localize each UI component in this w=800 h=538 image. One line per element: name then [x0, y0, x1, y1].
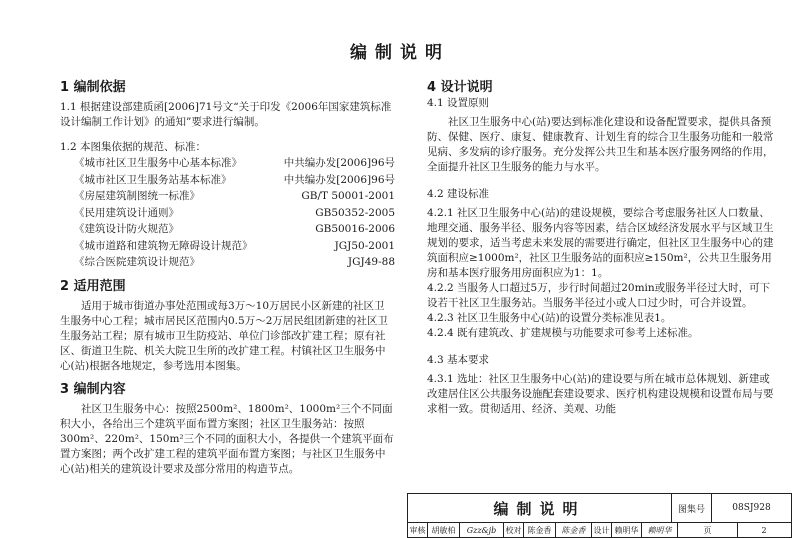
page-number: 2 — [761, 525, 767, 535]
standards-list — [60, 155, 395, 271]
section-2-text: 适用于城市街道办事处范围或每3万～10万居民小区新建的社区卫生服务中心工程；城市居民区范围内0.5万～2万居民组团新建的社区卫生服务站工程；原有城市卫生防疫站、单位门诊部改扩建工程；原有社区、街道卫生院、机关大院卫生所的改扩建工程。村镇社区卫生服务中心(站)根据各地规定，参考选用本图集。 — [60, 299, 388, 372]
section-4-2-3-text: 4.2.3 社区卫生服务中心(站)的设置分类标准见表1。 — [427, 312, 672, 324]
check-name: 陈金香 — [524, 523, 556, 537]
standard-item: 《城市社区卫生服务站基本标准》 中共编办发[2006]96号 — [74, 173, 395, 186]
check-label: 校对 — [504, 523, 524, 537]
section-4-1-text: 社区卫生服务中心(站)要达到标准化建设和设备配置要求，提供具备预防、保健、医疗、康复、健康教育、计划生育的综合卫生服务功能和一般常见病、多发病的诊疗服务。充分发挥公共卫生和基本医疗服务网络的作用，全面提升社区卫生服务的能力与水平。 — [427, 116, 774, 173]
section-3-text: 社区卫生服务中心：按照2500m²、1800m²、1000m²三个不同面积大小，各给出三个建筑平面布置方案图；社区卫生服务站：按照300m²、220m²、150m²三个不同的面积大小，各提供一个建筑平面布置方案图；两个改扩建工程的建筑平面布置方案图；与社区卫生服务中心(站)相关的建筑设计要求及部分常用的构造节点。 — [60, 402, 394, 475]
standard-item: 《综合医院建筑设计规范》 JGJ49-88 — [74, 256, 395, 268]
section-1-2-text: 1.2 本图集依据的规范、标准： — [60, 141, 207, 153]
review-label: 审核 — [408, 523, 428, 537]
section-4-heading: 4 设计说明 — [427, 80, 493, 95]
atlas-label: 图集号 — [671, 494, 711, 522]
left-column — [60, 80, 395, 477]
section-2-heading: 2 适用范围 — [60, 278, 126, 294]
section-4-2-2-text: 4.2.2 当服务人口超过5万，步行时间超过20min或服务半径过大时，可下设若干社区卫生服务站。当服务半径过小或人口过少时，可合并设置。 — [427, 282, 771, 309]
design-name: 赖明华 — [612, 523, 642, 537]
page-title: 编制说明 — [350, 43, 450, 63]
check-signature: 陈金香 — [556, 523, 592, 537]
page-label: 页 — [678, 523, 738, 537]
section-3-heading: 3 编制内容 — [60, 381, 126, 397]
design-signature: 赖明华 — [642, 523, 678, 537]
section-1-heading: 1 编制依据 — [60, 80, 126, 95]
design-label: 设计 — [592, 523, 612, 537]
title-block-name: 编制说明 — [408, 494, 672, 522]
section-4-3-1-text: 4.3.1 选址：社区卫生服务中心(站)的建设要与所在城市总体规划、新建或改建居住区公共服务设施配套建设要求、医疗机构建设规模和设置布局与要求相一致。贯彻适用、经济、美观、功能 — [427, 373, 774, 415]
atlas-number: 08SJ928 — [711, 494, 791, 522]
standard-item: 《建筑设计防火规范》 GB50016-2006 — [74, 223, 395, 235]
section-4-1-heading: 4.1 设置原则 — [427, 97, 490, 109]
section-4-3-heading: 4.3 基本要求 — [427, 354, 490, 366]
standard-item: 《房屋建筑制图统一标准》 GB/T 50001-2001 — [74, 190, 395, 202]
standard-item: 《城市道路和建筑物无障碍设计规范》 JGJ50-2001 — [74, 239, 395, 252]
review-signature: Gzz&jb — [460, 523, 504, 537]
review-name: 胡敏柏 — [428, 523, 460, 537]
right-column — [427, 80, 777, 417]
section-4-2-4-text: 4.2.4 既有建筑改、扩建规模与功能要求可参考上述标准。 — [427, 327, 699, 339]
title-block — [407, 493, 792, 538]
section-4-2-1-text: 4.2.1 社区卫生服务中心(站)的建设规模，要综合考虑服务社区人口数量、地理交通、服务半径、服务内容等因素，结合区域经济发展水平与区域卫生规划的要求，适当考虑未来发展的需要进行确定，但社区卫生服务中心的建筑面积应≥1000m²，社区卫生服务站的面积应≥150m²，公共卫生服务用房和基本医疗服务用房面积应为1：1。 — [427, 207, 774, 279]
section-1-1-text: 1.1 根据建设部建质函[2006]71号文“关于印发《2006年国家建筑标准设计编制工作计划》的通知”要求进行编制。 — [60, 101, 392, 128]
standard-item: 《城市社区卫生服务中心基本标准》 中共编办发[2006]96号 — [74, 157, 395, 169]
section-4-2-heading: 4.2 建设标准 — [427, 188, 490, 200]
standard-item: 《民用建筑设计通则》 GB50352-2005 — [74, 206, 395, 219]
